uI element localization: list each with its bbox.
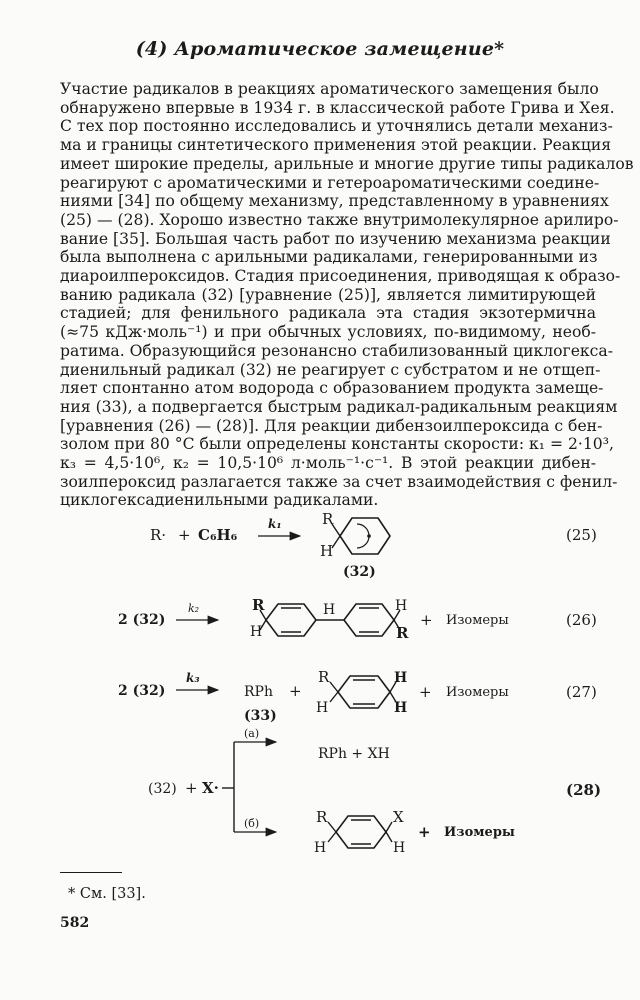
paragraph-line: имеет широкие пределы, арильные и многие другие типы радикалов: [60, 154, 634, 173]
rate-constant: k₁: [268, 517, 282, 531]
substituent-h: H: [320, 542, 334, 560]
branch-label-b: (б): [244, 817, 260, 830]
plus-sign: +: [185, 779, 198, 797]
paragraph-line: циклогексадиенильными радикалами.: [60, 491, 379, 510]
cyclohexadienyl-radical-structure: [320, 510, 390, 560]
substituent-h: H: [316, 700, 329, 716]
equation-25: [150, 510, 597, 580]
footnote: * См. [33].: [68, 886, 146, 902]
rate-constant: k₃: [186, 671, 200, 685]
paragraph-line: ванию радикала (32) [уравнение (25)], является лимитирующей: [60, 285, 596, 304]
substituent-h: H: [393, 840, 406, 856]
section-heading: (4) Ароматическое замещение*: [135, 38, 505, 60]
substituent-r: R: [396, 624, 409, 642]
substituent-h: H: [314, 840, 327, 856]
paragraph-line: ратима. Образующийся резонансно стабилизованный циклогекса-: [60, 341, 613, 360]
reaction-scheme: [0, 500, 640, 860]
paragraph-line: (25) — (28). Хорошо известно также внутримолекулярное арилиро-: [60, 210, 619, 229]
plus-sign: +: [420, 611, 433, 629]
substituted-dihydro-structure: [314, 808, 405, 856]
equation-number: (25): [566, 526, 597, 544]
substituent-r: R: [322, 510, 334, 528]
isomers-label: Изомеры: [446, 685, 509, 700]
compound-label-32: (32): [343, 564, 376, 580]
paragraph-line: (≈75 кДж·моль⁻¹) и при обычных условиях, по-видимому, необ-: [60, 323, 596, 342]
main-paragraph: [60, 80, 634, 510]
paragraph-line: ниями [34] по общему механизму, представленному в уравнениях: [60, 192, 609, 211]
paragraph-line: диароилпероксидов. Стадия присоединения, приводящая к образо-: [60, 267, 621, 286]
paragraph-line: [уравнения (26) — (28)]. Для реакции дибензоилпероксида с бен-: [60, 416, 603, 435]
dihydro-structure: [316, 668, 407, 716]
paragraph-line: С тех пор постоянно исследовались и уточнялись детали механиз-: [60, 117, 613, 136]
equation-27: [118, 668, 597, 724]
product-rph: RPh: [244, 684, 273, 700]
paragraph-line: Участие радикалов в реакциях ароматического замещения было: [60, 80, 599, 98]
substituent-h: H: [323, 602, 336, 618]
benzene-formula: C₆H₆: [198, 526, 238, 544]
substituent-h: H: [394, 670, 408, 686]
isomers-label: Изомеры: [444, 825, 515, 840]
substituent-r: R: [318, 668, 330, 686]
plus-sign: +: [178, 526, 191, 544]
substituent-h: H: [250, 624, 263, 640]
product-a: RPh + XH: [318, 746, 390, 762]
reactant-2-32: 2 (32): [118, 612, 166, 628]
paragraph-line: стадией; для фенильного радикала эта стадия экзотермична: [60, 304, 596, 323]
compound-label-33: (33): [244, 708, 277, 724]
equation-26: [118, 596, 597, 642]
footnote-divider: [60, 872, 122, 873]
rate-constant: k₂: [188, 602, 200, 615]
equation-number: (26): [566, 611, 597, 629]
page-number: 582: [60, 915, 90, 931]
plus-sign: +: [289, 682, 302, 700]
plus-sign: +: [418, 823, 431, 841]
substituent-r: R: [252, 596, 265, 614]
paragraph-line: обнаружено впервые в 1934 г. в классической работе Грива и Хея.: [60, 98, 615, 117]
reactant-2-32: 2 (32): [118, 683, 166, 699]
substituent-x: X: [393, 808, 404, 826]
paragraph-line: реагируют с ароматическими и гетероароматическими соедине-: [60, 173, 600, 192]
substituent-r: R: [316, 808, 328, 826]
branch-label-a: (а): [244, 727, 260, 740]
dimer-structure: [250, 596, 409, 642]
paragraph-line: диенильный радикал (32) не реагирует с субстратом и не отщеп-: [60, 360, 601, 379]
isomers-label: Изомеры: [446, 613, 509, 628]
substituent-h: H: [395, 598, 408, 614]
paragraph-line: ляет спонтанно атом водорода с образованием продукта замеще-: [60, 379, 604, 398]
reactant-32: (32): [148, 781, 177, 797]
equation-number: (28): [566, 781, 602, 799]
paragraph-line: ния (33), а подвергается быстрым радикал-радикальным реакциям: [60, 397, 618, 416]
paragraph-line: золом при 80 °С были определены константы скорости: к₁ = 2·10³,: [60, 435, 614, 454]
radical-x: X·: [202, 779, 219, 797]
paragraph-line: ма и границы синтетического применения этой реакции. Реакция: [60, 136, 612, 155]
paragraph-line: была выполнена с арильными радикалами, генерированными из: [60, 248, 598, 267]
paragraph-line: к₃ = 4,5·10⁶, к₂ = 10,5·10⁶ л·моль⁻¹·с⁻¹. В этой реакции дибен-: [60, 454, 596, 473]
plus-sign: +: [419, 683, 432, 701]
paragraph-line: вание [35]. Большая часть работ по изучению механизма реакции: [60, 229, 611, 248]
equation-number: (27): [566, 683, 597, 701]
paragraph-line: зоилпероксид разлагается также за счет взаимодействия с фенил-: [60, 472, 618, 491]
equation-28: [148, 727, 601, 856]
radical-r: R·: [150, 526, 167, 544]
substituent-h: H: [394, 700, 408, 716]
